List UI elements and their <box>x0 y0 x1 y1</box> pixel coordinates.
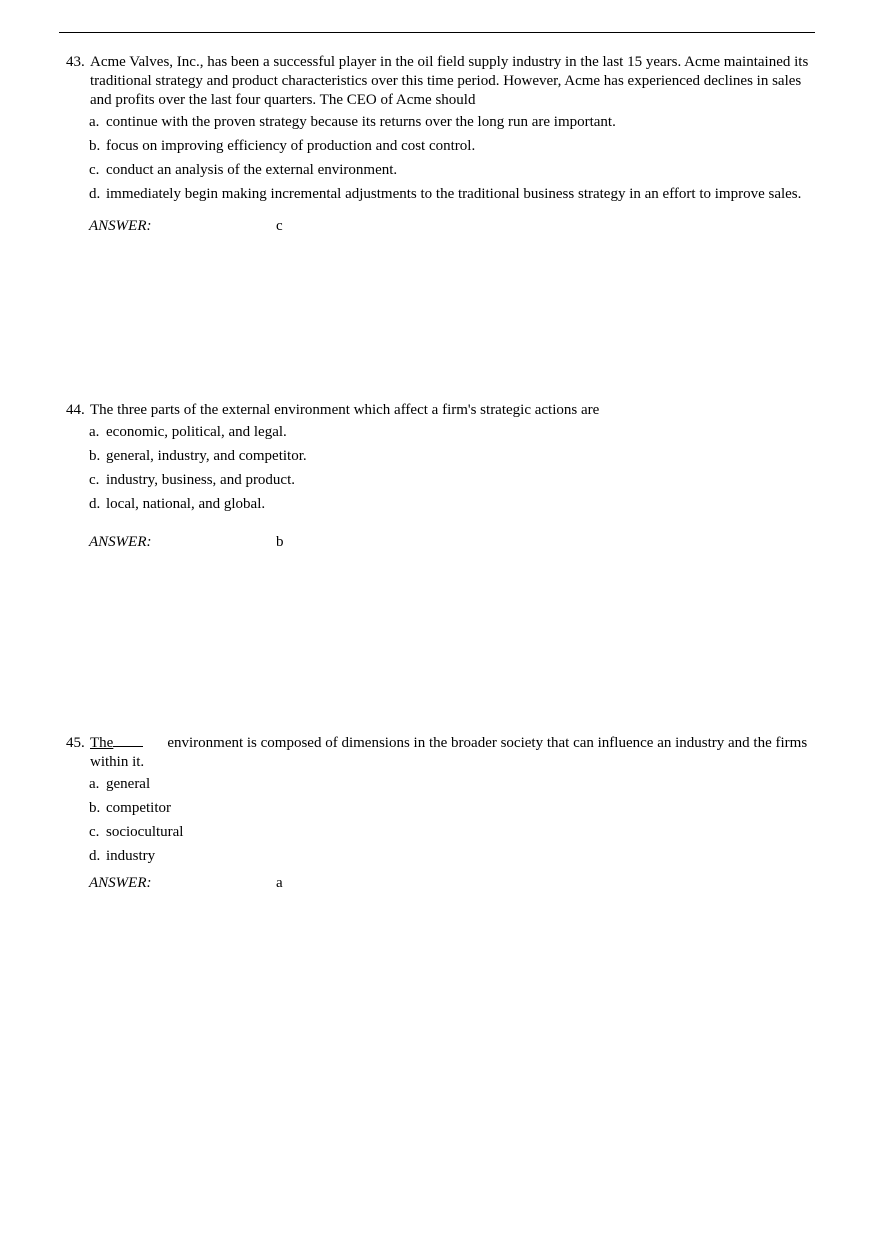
option-text: general, industry, and competitor. <box>106 448 307 464</box>
question-number: 43. <box>66 54 85 70</box>
option-d <box>66 185 814 204</box>
option-b <box>66 799 814 818</box>
option-letter: a. <box>89 114 100 130</box>
answer-row <box>66 874 814 893</box>
option-text: economic, political, and legal. <box>106 424 287 440</box>
answer-value: c <box>276 218 283 234</box>
option-letter: a. <box>89 424 100 440</box>
option-text: conduct an analysis of the external environment. <box>106 162 398 178</box>
question-text: environment is composed of dimensions in the broader society that can influence an industry and the firms within it. <box>90 735 808 770</box>
option-list <box>66 775 814 866</box>
answer-row <box>66 217 814 236</box>
option-d <box>66 495 814 514</box>
answer-row <box>66 533 814 552</box>
option-text: continue with the proven strategy because its returns over the long run are important. <box>106 114 616 130</box>
option-b <box>66 447 814 466</box>
option-list <box>66 113 814 204</box>
question-number: 44. <box>66 402 85 418</box>
question-stem <box>66 734 814 772</box>
option-a <box>66 423 814 442</box>
fill-in-blank <box>113 734 143 747</box>
option-a <box>66 775 814 794</box>
option-text: immediately begin making incremental adjustments to the traditional business strategy in an effort to improve sales. <box>106 186 802 202</box>
top-rule <box>59 32 815 33</box>
option-letter: b. <box>89 800 101 816</box>
question-45 <box>66 734 814 893</box>
option-text: industry, business, and product. <box>106 472 296 488</box>
option-text: sociocultural <box>106 824 184 840</box>
option-letter: c. <box>89 824 100 840</box>
option-c <box>66 823 814 842</box>
option-letter: b. <box>89 448 101 464</box>
option-letter: b. <box>89 138 101 154</box>
answer-value: a <box>276 875 283 891</box>
option-c <box>66 471 814 490</box>
option-list <box>66 423 814 514</box>
option-c <box>66 161 814 180</box>
question-44 <box>66 401 814 552</box>
option-b <box>66 137 814 156</box>
option-letter: d. <box>89 186 101 202</box>
option-letter: d. <box>89 848 101 864</box>
question-43 <box>66 53 814 236</box>
option-text: general <box>106 776 151 792</box>
answer-label: ANSWER: <box>89 875 152 891</box>
question-number: 45. <box>66 735 85 751</box>
question-stem <box>66 401 814 420</box>
option-letter: a. <box>89 776 100 792</box>
option-text: industry <box>106 848 156 864</box>
option-letter: c. <box>89 472 100 488</box>
question-stem <box>66 53 814 110</box>
option-letter: d. <box>89 496 101 512</box>
option-text: competitor <box>106 800 171 816</box>
answer-label: ANSWER: <box>89 534 152 550</box>
answer-value: b <box>276 534 284 550</box>
option-text: focus on improving efficiency of production and cost control. <box>106 138 476 154</box>
question-text: Acme Valves, Inc., has been a successful player in the oil field supply industry in the last 15 years. Acme maintained its traditional strategy and product characteristics over this time period. However, Acme has experienced declines in sales and profits over the last four quarters. The CEO of Acme should <box>90 54 809 108</box>
answer-label: ANSWER: <box>89 218 152 234</box>
question-prefix: The <box>90 735 114 751</box>
question-text: The three parts of the external environment which affect a firm's strategic actions are <box>90 402 600 418</box>
option-d <box>66 847 814 866</box>
option-text: local, national, and global. <box>106 496 266 512</box>
option-a <box>66 113 814 132</box>
option-letter: c. <box>89 162 100 178</box>
